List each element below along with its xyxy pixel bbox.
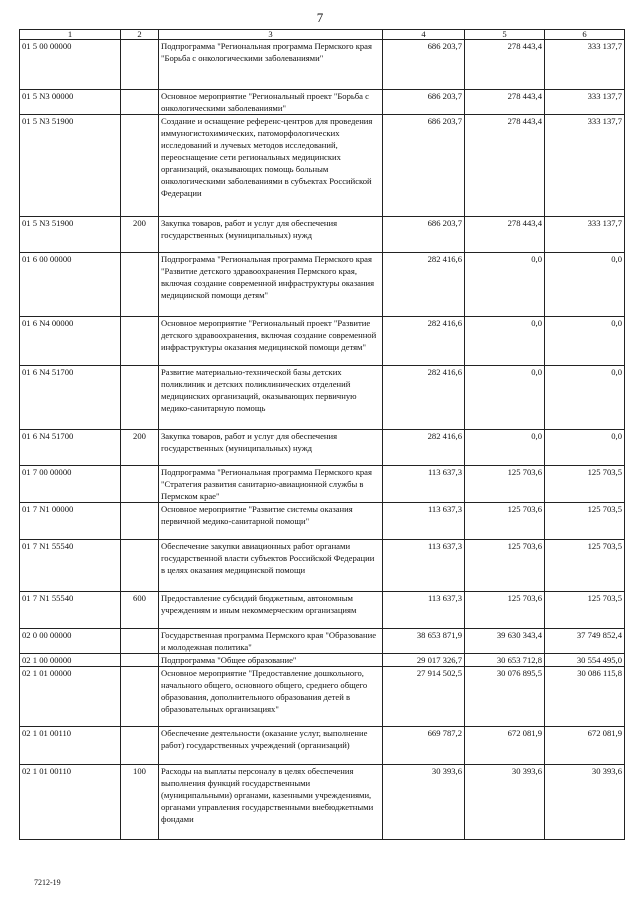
expense-type-cell: 600 [121, 592, 159, 629]
header-row [20, 30, 625, 40]
expense-type-cell [121, 629, 159, 654]
amount-col6-cell: 333 137,7 [545, 115, 625, 217]
table-row [20, 667, 625, 727]
code-cell: 01 5 00 00000 [20, 40, 121, 90]
amount-col5-cell: 278 443,4 [465, 40, 545, 90]
name-cell: Подпрограмма "Региональная программа Пермского края "Стратегия развития санитарно-авиационной службы в Пермском крае" [159, 466, 383, 503]
name-cell: Расходы на выплаты персоналу в целях обеспечения выполнения функций государственными (муниципальными) органами, казенными учреждениями, органами управления государственными внебюджетными фондами [159, 765, 383, 840]
name-cell: Основное мероприятие "Предоставление дошкольного, начального общего, основного общего, среднего общего образования, дополнительного образования детей в образовательных организациях" [159, 667, 383, 727]
expense-type-cell [121, 253, 159, 317]
code-cell: 01 6 N4 51700 [20, 430, 121, 466]
amount-col6-cell: 30 554 495,0 [545, 654, 625, 667]
name-cell: Обеспечение деятельности (оказание услуг, выполнение работ) государственных учреждений (организаций) [159, 727, 383, 765]
name-cell: Обеспечение закупки авиационных работ органами государственной власти субъектов Российской Федерации в целях оказания медицинской помощи [159, 540, 383, 592]
amount-col4-cell: 282 416,6 [383, 317, 465, 366]
name-cell: Основное мероприятие "Региональный проект "Развитие детского здравоохранения, включая создание современной инфраструктуры оказания медицинской помощи детям" [159, 317, 383, 366]
amount-col6-cell: 125 703,5 [545, 466, 625, 503]
table-row [20, 217, 625, 253]
page-number: 7 [316, 10, 324, 25]
name-cell: Закупка товаров, работ и услуг для обеспечения государственных (муниципальных) нужд [159, 217, 383, 253]
table-row [20, 430, 625, 466]
amount-col4-cell: 686 203,7 [383, 90, 465, 115]
expense-type-cell [121, 503, 159, 540]
amount-col4-cell: 113 637,3 [383, 466, 465, 503]
table-row [20, 366, 625, 430]
table-row [20, 765, 625, 840]
amount-col4-cell: 38 653 871,9 [383, 629, 465, 654]
amount-col6-cell: 30 393,6 [545, 765, 625, 840]
code-cell: 01 7 00 00000 [20, 466, 121, 503]
name-cell: Подпрограмма "Общее образование" [159, 654, 383, 667]
amount-col6-cell: 37 749 852,4 [545, 629, 625, 654]
table-row [20, 466, 625, 503]
amount-col5-cell: 125 703,6 [465, 503, 545, 540]
name-cell: Закупка товаров, работ и услуг для обеспечения государственных (муниципальных) нужд [159, 430, 383, 466]
amount-col4-cell: 113 637,3 [383, 540, 465, 592]
amount-col6-cell: 333 137,7 [545, 90, 625, 115]
expense-type-cell: 200 [121, 217, 159, 253]
table-row [20, 592, 625, 629]
expense-type-cell [121, 667, 159, 727]
name-cell: Государственная программа Пермского края "Образование и молодежная политика" [159, 629, 383, 654]
amount-col4-cell: 282 416,6 [383, 430, 465, 466]
expense-type-cell [121, 466, 159, 503]
code-cell: 01 5 N3 51900 [20, 217, 121, 253]
name-cell: Подпрограмма "Региональная программа Пермского края "Борьба с онкологическими заболеваниями" [159, 40, 383, 90]
amount-col4-cell: 686 203,7 [383, 40, 465, 90]
amount-col6-cell: 125 703,5 [545, 592, 625, 629]
amount-col5-cell: 125 703,6 [465, 540, 545, 592]
amount-col6-cell: 333 137,7 [545, 217, 625, 253]
table-row [20, 629, 625, 654]
amount-col4-cell: 113 637,3 [383, 503, 465, 540]
expense-type-cell [121, 654, 159, 667]
code-cell: 02 1 01 00000 [20, 667, 121, 727]
amount-col4-cell: 686 203,7 [383, 217, 465, 253]
amount-col4-cell: 27 914 502,5 [383, 667, 465, 727]
amount-col5-cell: 39 630 343,4 [465, 629, 545, 654]
code-cell: 02 1 01 00110 [20, 727, 121, 765]
code-cell: 02 1 01 00110 [20, 765, 121, 840]
amount-col5-cell: 278 443,4 [465, 217, 545, 253]
amount-col5-cell: 672 081,9 [465, 727, 545, 765]
code-cell: 02 0 00 00000 [20, 629, 121, 654]
code-cell: 01 6 00 00000 [20, 253, 121, 317]
header-cell-6: 6 [545, 30, 625, 40]
expense-type-cell [121, 540, 159, 592]
table-row [20, 654, 625, 667]
table-row [20, 727, 625, 765]
amount-col4-cell: 686 203,7 [383, 115, 465, 217]
amount-col6-cell: 125 703,5 [545, 503, 625, 540]
expense-type-cell [121, 317, 159, 366]
amount-col5-cell: 0,0 [465, 366, 545, 430]
table-row [20, 90, 625, 115]
amount-col6-cell: 0,0 [545, 366, 625, 430]
amount-col5-cell: 125 703,6 [465, 592, 545, 629]
budget-table [19, 29, 625, 840]
table-row [20, 540, 625, 592]
header-cell-4: 4 [383, 30, 465, 40]
expense-type-cell [121, 366, 159, 430]
amount-col5-cell: 30 076 895,5 [465, 667, 545, 727]
document-code: 7212-19 [34, 878, 61, 887]
code-cell: 01 7 N1 55540 [20, 592, 121, 629]
code-cell: 01 6 N4 00000 [20, 317, 121, 366]
amount-col5-cell: 0,0 [465, 430, 545, 466]
code-cell: 02 1 00 00000 [20, 654, 121, 667]
amount-col4-cell: 282 416,6 [383, 366, 465, 430]
amount-col4-cell: 113 637,3 [383, 592, 465, 629]
amount-col6-cell: 30 086 115,8 [545, 667, 625, 727]
expense-type-cell [121, 40, 159, 90]
expense-type-cell [121, 90, 159, 115]
amount-col5-cell: 278 443,4 [465, 90, 545, 115]
amount-col5-cell: 30 393,6 [465, 765, 545, 840]
code-cell: 01 7 N1 55540 [20, 540, 121, 592]
table-row [20, 40, 625, 90]
amount-col6-cell: 0,0 [545, 253, 625, 317]
expense-type-cell: 200 [121, 430, 159, 466]
name-cell: Основное мероприятие "Развитие системы оказания первичной медико-санитарной помощи" [159, 503, 383, 540]
amount-col4-cell: 282 416,6 [383, 253, 465, 317]
amount-col5-cell: 0,0 [465, 253, 545, 317]
code-cell: 01 6 N4 51700 [20, 366, 121, 430]
table-row [20, 503, 625, 540]
header-cell-5: 5 [465, 30, 545, 40]
expense-type-cell [121, 727, 159, 765]
amount-col6-cell: 333 137,7 [545, 40, 625, 90]
amount-col6-cell: 125 703,5 [545, 540, 625, 592]
header-cell-1: 1 [20, 30, 121, 40]
amount-col5-cell: 0,0 [465, 317, 545, 366]
table-row [20, 115, 625, 217]
code-cell: 01 7 N1 00000 [20, 503, 121, 540]
name-cell: Основное мероприятие "Региональный проект "Борьба с онкологическими заболеваниями" [159, 90, 383, 115]
code-cell: 01 5 N3 51900 [20, 115, 121, 217]
name-cell: Создание и оснащение референс-центров для проведения иммуногистохимических, патоморфологических исследований и лучевых методов исследований, переоснащение сети региональных медицинских организаций, оказывающих помощь больным онкологическими заболеваниями в субъектах Российской Федерации [159, 115, 383, 217]
header-cell-3: 3 [159, 30, 383, 40]
amount-col5-cell: 278 443,4 [465, 115, 545, 217]
amount-col6-cell: 0,0 [545, 430, 625, 466]
name-cell: Развитие материально-технической базы детских поликлиник и детских поликлинических отделений медицинских организаций, оказывающих первичную медико-санитарную помощь [159, 366, 383, 430]
table-row [20, 317, 625, 366]
name-cell: Предоставление субсидий бюджетным, автономным учреждениям и иным некоммерческим организациям [159, 592, 383, 629]
header-cell-2: 2 [121, 30, 159, 40]
amount-col5-cell: 125 703,6 [465, 466, 545, 503]
expense-type-cell: 100 [121, 765, 159, 840]
code-cell: 01 5 N3 00000 [20, 90, 121, 115]
amount-col4-cell: 30 393,6 [383, 765, 465, 840]
amount-col6-cell: 0,0 [545, 317, 625, 366]
table-row [20, 253, 625, 317]
name-cell: Подпрограмма "Региональная программа Пермского края "Развитие детского здравоохранения Пермского края, включая создание современной инфраструктуры оказания медицинской помощи детям" [159, 253, 383, 317]
expense-type-cell [121, 115, 159, 217]
amount-col6-cell: 672 081,9 [545, 727, 625, 765]
amount-col4-cell: 669 787,2 [383, 727, 465, 765]
amount-col4-cell: 29 017 326,7 [383, 654, 465, 667]
amount-col5-cell: 30 653 712,8 [465, 654, 545, 667]
